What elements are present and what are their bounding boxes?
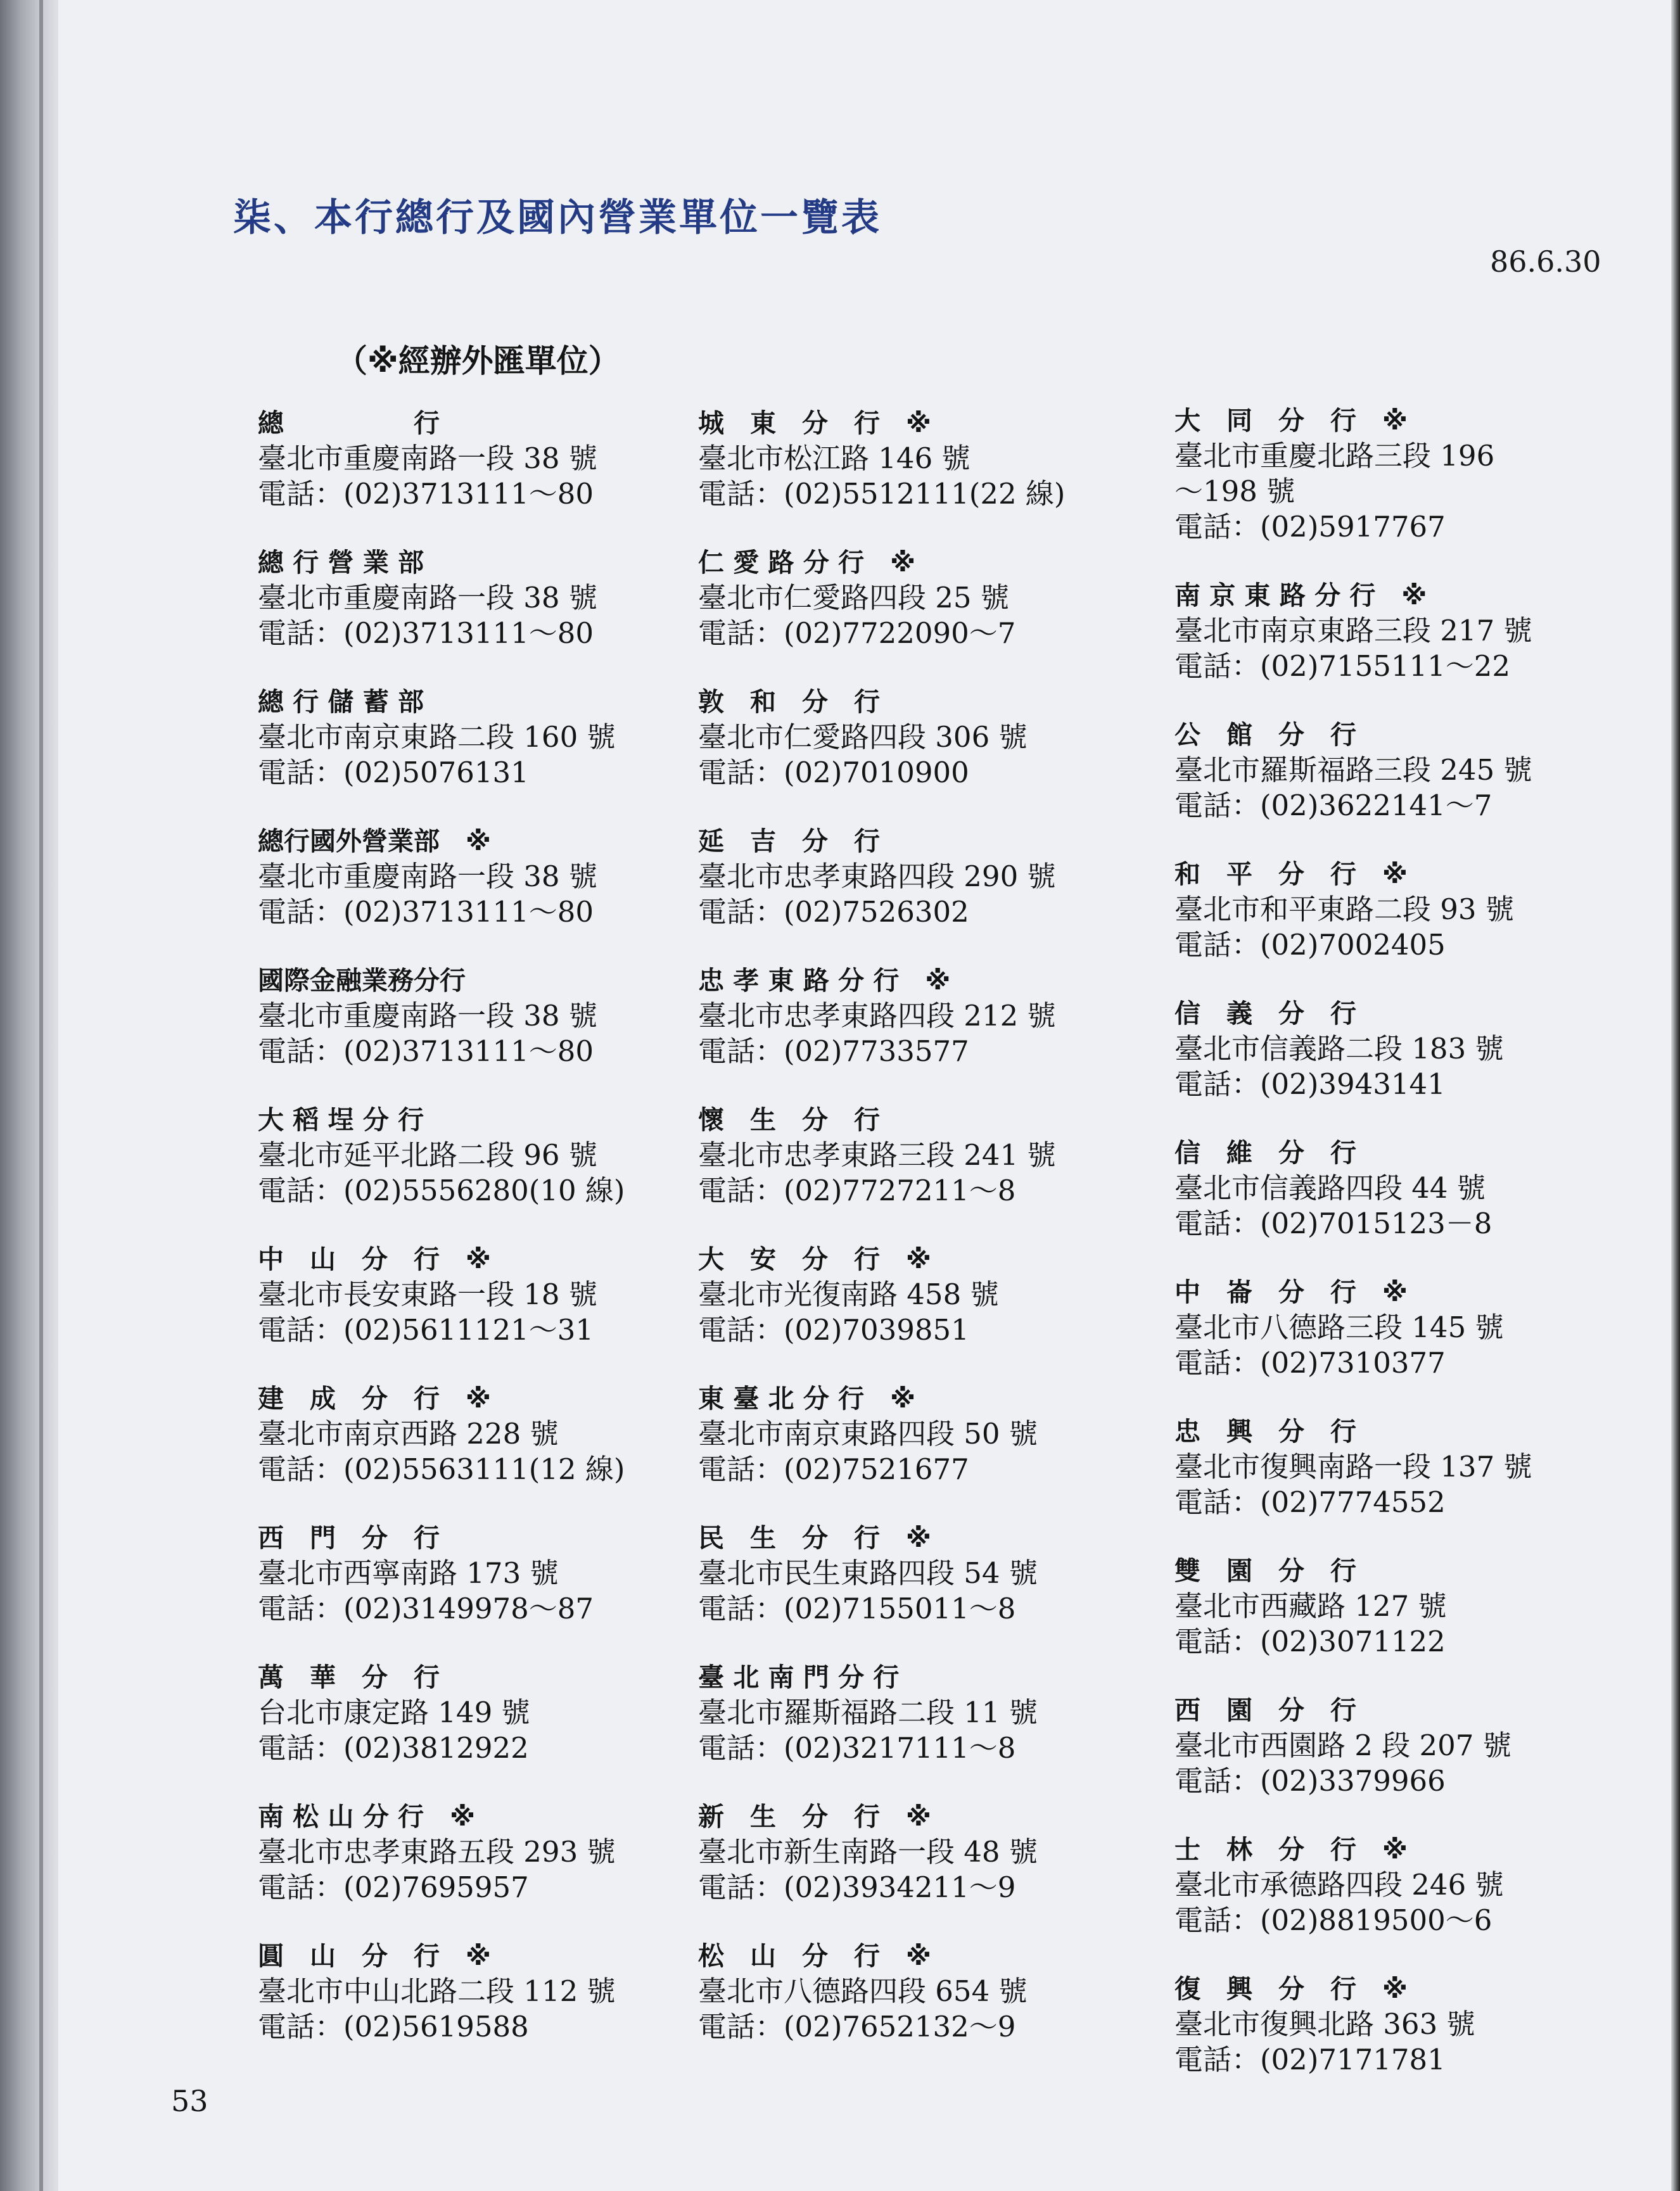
branch-name: 臺 北 南 門 分 行	[698, 1662, 900, 1692]
branch-name: 國際金融業務分行	[258, 965, 466, 996]
branch-entry	[698, 823, 1154, 930]
branch-address: 臺北市復興南路一段 137 號	[1174, 1450, 1532, 1483]
branch-phone: 電話：(02)7015123－8	[1174, 1207, 1492, 1240]
legend-note: （※經辦外匯單位）	[336, 343, 620, 379]
branch-column-1	[258, 405, 714, 2078]
branch-name: 民 生 分 行 ※	[698, 1523, 931, 1553]
branch-phone: 電話：(02)7733577	[698, 1034, 969, 1068]
branch-name: 仁 愛 路 分 行 ※	[698, 547, 915, 578]
page-right-edge	[1671, 0, 1680, 2191]
branch-entry	[258, 1520, 714, 1627]
branch-name: 松 山 分 行 ※	[698, 1941, 931, 1971]
branch-name: 大 安 分 行 ※	[698, 1244, 931, 1274]
branch-name: 西 園 分 行	[1174, 1695, 1356, 1725]
branch-phone: 電話：(02)7171781	[1174, 2043, 1446, 2076]
branch-phone: 電話：(02)3071122	[1174, 1625, 1446, 1658]
branch-name: 中 山 分 行 ※	[258, 1244, 491, 1274]
branch-phone: 電話：(02)8819500～6	[1174, 1903, 1492, 1937]
branch-address: 臺北市南京東路二段 160 號	[258, 720, 616, 754]
branch-address: 臺北市重慶南路一段 38 號	[258, 581, 597, 614]
branch-entry	[258, 684, 714, 791]
branch-phone: 電話：(02)7526302	[698, 895, 969, 929]
branch-address: 臺北市仁愛路四段 306 號	[698, 720, 1028, 754]
branch-entry	[258, 545, 714, 651]
branch-address: 臺北市承德路四段 246 號	[1174, 1868, 1504, 1902]
branch-name: 公 館 分 行	[1174, 720, 1356, 750]
branch-address: 臺北市松江路 146 號	[698, 441, 970, 475]
branch-address: 臺北市八德路四段 654 號	[698, 1974, 1028, 2008]
branch-address: 臺北市民生東路四段 54 號	[698, 1556, 1038, 1590]
page-title: 柒、本行總行及國內營業單位一覽表	[233, 196, 882, 240]
branch-entry	[698, 545, 1154, 651]
branch-phone: 電話：(02)3713111～80	[258, 616, 594, 650]
branch-name: 東 臺 北 分 行 ※	[698, 1383, 915, 1414]
branch-address: 臺北市復興北路 363 號	[1174, 2007, 1475, 2041]
branch-name: 總 行	[258, 408, 440, 438]
branch-entry	[1174, 717, 1631, 823]
branch-address: 臺北市忠孝東路三段 241 號	[698, 1138, 1056, 1172]
branch-entry	[698, 1381, 1154, 1487]
branch-entry	[698, 1242, 1154, 1348]
branch-phone: 電話：(02)5512111(22 線)	[698, 477, 1066, 511]
branch-name: 和 平 分 行 ※	[1174, 859, 1408, 889]
branch-name: 圓 山 分 行 ※	[258, 1941, 491, 1971]
branch-name: 總 行 營 業 部	[258, 547, 424, 578]
page-number: 53	[171, 2084, 208, 2118]
branch-address: 臺北市和平東路二段 93 號	[1174, 892, 1514, 926]
branch-address: 臺北市重慶南路一段 38 號	[258, 441, 597, 475]
branch-phone: 電話：(02)7002405	[1174, 928, 1446, 962]
branch-phone: 電話：(02)7010900	[698, 756, 969, 789]
branch-entry	[258, 963, 714, 1069]
branch-address: 臺北市羅斯福路三段 245 號	[1174, 753, 1532, 787]
document-page	[58, 0, 1671, 2191]
branch-phone: 電話：(02)5076131	[258, 756, 529, 789]
branch-phone: 電話：(02)3812922	[258, 1731, 529, 1765]
branch-entry	[258, 1381, 714, 1487]
branch-entry	[258, 1102, 714, 1209]
branch-phone: 電話：(02)5917767	[1174, 510, 1446, 543]
branch-phone: 電話：(02)7652132～9	[698, 2010, 1016, 2043]
branch-address: 臺北市南京東路三段 217 號	[1174, 614, 1532, 647]
branch-name: 信 義 分 行	[1174, 998, 1356, 1029]
branch-entry	[1174, 1274, 1631, 1381]
branch-entry	[698, 1520, 1154, 1627]
branch-phone: 電話：(02)3379966	[1174, 1764, 1446, 1798]
branch-address: 臺北市重慶南路一段 38 號	[258, 860, 597, 893]
branch-address: 臺北市重慶北路三段 196 ～198 號	[1174, 439, 1495, 508]
branch-entry	[258, 1242, 714, 1348]
branch-entry	[1174, 856, 1631, 963]
branch-entry	[698, 963, 1154, 1069]
branch-name: 西 門 分 行	[258, 1523, 440, 1553]
branch-column-3	[1174, 403, 1631, 2111]
branch-entry	[1174, 578, 1631, 684]
branch-phone: 電話：(02)7722090～7	[698, 616, 1016, 650]
branch-entry	[258, 1799, 714, 1905]
branch-address: 臺北市重慶南路一段 38 號	[258, 999, 597, 1032]
branch-phone: 電話：(02)3217111～8	[698, 1731, 1016, 1765]
branch-entry	[698, 405, 1154, 512]
branch-name: 南 京 東 路 分 行 ※	[1174, 580, 1427, 611]
branch-phone: 電話：(02)7695957	[258, 1870, 529, 1904]
branch-entry	[1174, 1971, 1631, 2078]
branch-name: 城 東 分 行 ※	[698, 408, 931, 438]
branch-name: 忠 孝 東 路 分 行 ※	[698, 965, 951, 996]
branch-entry	[698, 1102, 1154, 1209]
branch-name: 南 松 山 分 行 ※	[258, 1801, 475, 1832]
branch-entry	[258, 823, 714, 930]
branch-phone: 電話：(02)5619588	[258, 2010, 529, 2043]
branch-name: 雙 園 分 行	[1174, 1556, 1356, 1586]
branch-phone: 電話：(02)5611121～31	[258, 1313, 594, 1347]
branch-name: 中 崙 分 行 ※	[1174, 1277, 1408, 1307]
branch-phone: 電話：(02)7155011～8	[698, 1592, 1016, 1625]
branch-address: 臺北市羅斯福路二段 11 號	[698, 1696, 1038, 1729]
branch-name: 大 稻 埕 分 行	[258, 1105, 424, 1135]
branch-address: 臺北市忠孝東路五段 293 號	[258, 1835, 616, 1869]
branch-name: 信 維 分 行	[1174, 1138, 1356, 1168]
branch-phone: 電話：(02)3934211～9	[698, 1870, 1016, 1904]
branch-phone: 電話：(02)3943141	[1174, 1067, 1446, 1101]
branch-address: 臺北市延平北路二段 96 號	[258, 1138, 597, 1172]
branch-name: 延 吉 分 行	[698, 826, 880, 856]
branch-phone: 電話：(02)7521677	[698, 1452, 969, 1486]
branch-name: 忠 興 分 行	[1174, 1416, 1356, 1447]
branch-phone: 電話：(02)3622141～7	[1174, 789, 1492, 822]
branch-column-2	[698, 405, 1154, 2078]
book-binding-edge	[39, 0, 43, 2191]
branch-address: 臺北市仁愛路四段 25 號	[698, 581, 1009, 614]
branch-phone: 電話：(02)7039851	[698, 1313, 969, 1347]
branch-phone: 電話：(02)7774552	[1174, 1485, 1446, 1519]
branch-phone: 電話：(02)3713111～80	[258, 895, 594, 929]
branch-address: 臺北市忠孝東路四段 290 號	[698, 860, 1056, 893]
branch-phone: 電話：(02)7155111～22	[1174, 649, 1511, 683]
branch-address: 臺北市新生南路一段 48 號	[698, 1835, 1038, 1869]
branch-name: 懷 生 分 行	[698, 1105, 880, 1135]
branch-entry	[258, 405, 714, 512]
branch-phone: 電話：(02)3149978～87	[258, 1592, 594, 1625]
table-date: 86.6.30	[1490, 245, 1601, 279]
branch-address: 臺北市西園路 2 段 207 號	[1174, 1729, 1511, 1762]
branch-phone: 電話：(02)7310377	[1174, 1346, 1446, 1380]
branch-entry	[698, 684, 1154, 791]
branch-name: 萬 華 分 行	[258, 1662, 440, 1692]
branch-name: 新 生 分 行 ※	[698, 1801, 931, 1832]
branch-entry	[1174, 1414, 1631, 1520]
branch-address: 台北市康定路 149 號	[258, 1696, 530, 1729]
branch-entry	[1174, 1832, 1631, 1938]
branch-entry	[258, 1660, 714, 1766]
branch-entry	[1174, 1553, 1631, 1660]
branch-address: 臺北市西寧南路 173 號	[258, 1556, 559, 1590]
branch-phone: 電話：(02)3713111～80	[258, 477, 594, 511]
branch-entry	[698, 1660, 1154, 1766]
book-binding-shadow	[0, 0, 58, 2191]
branch-name: 大 同 分 行 ※	[1174, 405, 1408, 436]
branch-phone: 電話：(02)7727211～8	[698, 1174, 1016, 1207]
branch-address: 臺北市西藏路 127 號	[1174, 1589, 1447, 1623]
branch-address: 臺北市忠孝東路四段 212 號	[698, 999, 1056, 1032]
branch-address: 臺北市信義路二段 183 號	[1174, 1032, 1504, 1065]
branch-phone: 電話：(02)5563111(12 線)	[258, 1452, 625, 1486]
branch-address: 臺北市信義路四段 44 號	[1174, 1171, 1486, 1205]
branch-entry	[698, 1938, 1154, 2045]
branch-address: 臺北市八德路三段 145 號	[1174, 1311, 1504, 1344]
branch-name: 總行國外營業部 ※	[258, 826, 491, 856]
branch-address: 臺北市中山北路二段 112 號	[258, 1974, 616, 2008]
branch-entry	[1174, 996, 1631, 1102]
branch-entry	[1174, 403, 1631, 545]
branch-entry	[258, 1938, 714, 2045]
branch-address: 臺北市長安東路一段 18 號	[258, 1278, 597, 1311]
branch-entry	[698, 1799, 1154, 1905]
branch-name: 總 行 儲 蓄 部	[258, 687, 424, 717]
branch-name: 復 興 分 行 ※	[1174, 1974, 1408, 2004]
branch-phone: 電話：(02)3713111～80	[258, 1034, 594, 1068]
branch-address: 臺北市南京西路 228 號	[258, 1417, 559, 1451]
branch-address: 臺北市南京東路四段 50 號	[698, 1417, 1038, 1451]
branch-phone: 電話：(02)5556280(10 線)	[258, 1174, 625, 1207]
branch-name: 敦 和 分 行	[698, 687, 880, 717]
branch-name: 建 成 分 行 ※	[258, 1383, 491, 1414]
branch-entry	[1174, 1692, 1631, 1799]
branch-entry	[1174, 1135, 1631, 1242]
branch-address: 臺北市光復南路 458 號	[698, 1278, 999, 1311]
branch-name: 士 林 分 行 ※	[1174, 1834, 1408, 1865]
